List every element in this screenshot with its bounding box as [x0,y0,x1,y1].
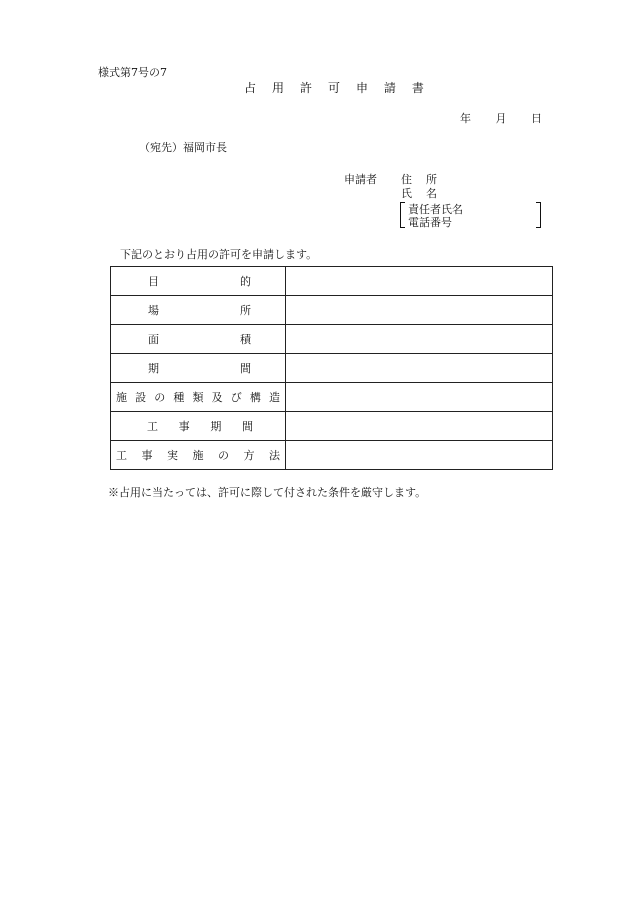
contact-phone-label: 電話番号 [408,216,452,229]
row-label-location: 場 所 [111,296,286,325]
row-value-purpose[interactable] [286,267,553,296]
table-row [111,441,553,470]
title-char: 申 [355,81,368,95]
row-label-area: 面 積 [111,325,286,354]
contact-bracket [400,201,541,228]
date-year-label: 年 [460,112,471,125]
application-table [110,266,553,470]
address-label-char: 所 [426,173,437,186]
row-value-construction-method[interactable] [286,441,553,470]
name-label-char: 名 [426,187,437,200]
date-day-label: 日 [531,112,542,125]
row-value-construction-period[interactable] [286,412,553,441]
table-row [111,325,553,354]
title-char: 請 [383,81,396,95]
title-char: 用 [271,81,284,95]
intro-text: 下記のとおり占用の許可を申請します。 [120,248,318,261]
form-number: 様式第7号の7 [98,66,167,79]
date-month-label: 月 [495,112,507,125]
row-value-period[interactable] [286,354,553,383]
row-label-period: 期 間 [111,354,286,383]
date-line [460,110,542,126]
title-char: 許 [299,81,312,95]
addressee: （宛先）福岡市長 [139,141,227,154]
contact-name-label: 責任者氏名 [408,203,463,216]
title-char: 可 [327,81,340,95]
row-label-purpose: 目 的 [111,267,286,296]
name-label [401,185,437,201]
name-label-char: 氏 [401,187,412,200]
applicant-label: 申請者 [344,173,377,186]
row-label-facility-type: 施 設 の 種 類 及 び 構 造 [111,383,286,412]
compliance-note: ※占用に当たっては、許可に際して付された条件を厳守します。 [108,486,427,499]
table-row [111,267,553,296]
table-row [111,412,553,441]
row-label-construction-method: 工 事 実 施 の 方 法 [111,441,286,470]
row-label-construction-period: 工 事 期 間 [111,412,286,441]
table-row [111,296,553,325]
document-title [244,79,424,96]
right-bracket [536,202,541,228]
row-value-facility-type[interactable] [286,383,553,412]
title-char: 占 [244,81,257,95]
table-row [111,354,553,383]
title-char: 書 [411,81,424,95]
row-value-area[interactable] [286,325,553,354]
row-value-location[interactable] [286,296,553,325]
left-bracket [400,202,405,228]
table-row [111,383,553,412]
address-label-char: 住 [401,173,412,186]
